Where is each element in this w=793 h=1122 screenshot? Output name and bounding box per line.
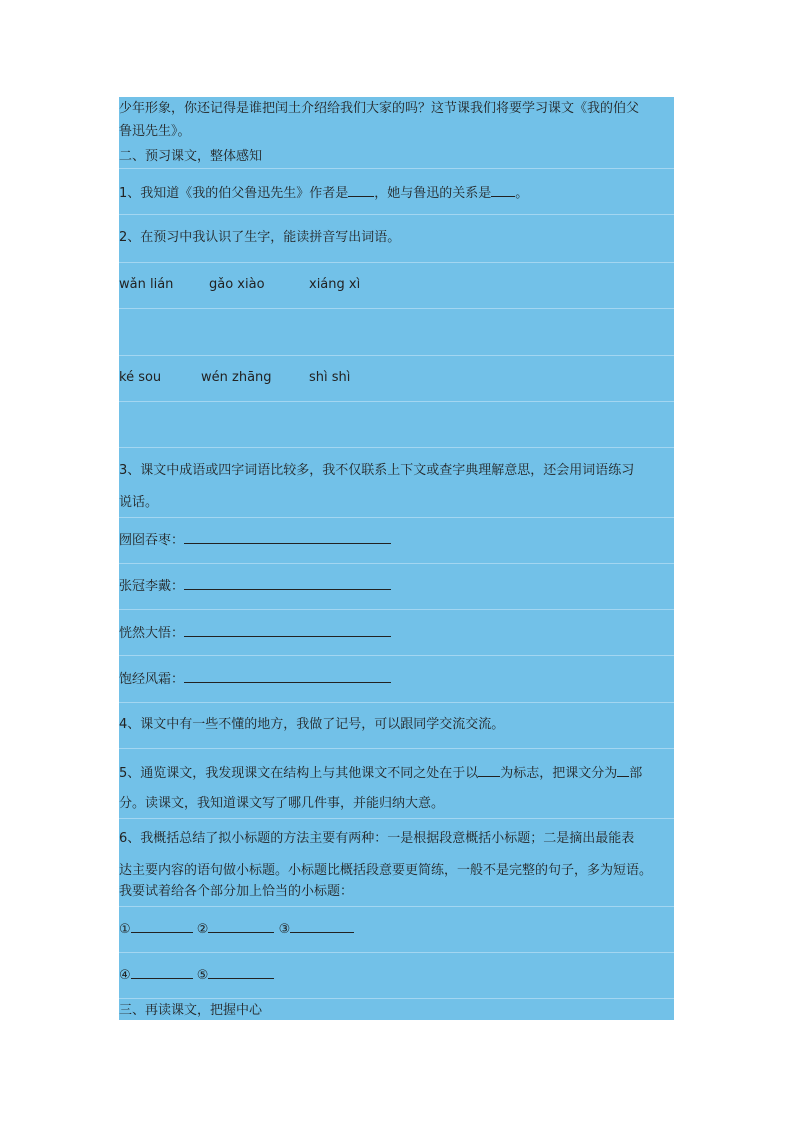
subtitle-blank[interactable] (208, 965, 274, 979)
subtitle-row-2: ④ ⑤ (119, 965, 674, 984)
intro-line-1: 少年形象，你还记得是谁把闰土介绍给我们大家的吗？这节课我们将要学习课文《我的伯父 (119, 101, 640, 116)
question-5-line-1: 5、通览课文，我发现课文在结构上与其他课文不同之处在于以 为标志，把课文分为 部 (119, 763, 674, 782)
question-6-line-2: 达主要内容的语句做小标题。小标题比概括段意要更简练，一般不是完整的句子，多为短语。 (119, 863, 653, 878)
divider (119, 609, 674, 610)
question-6-line-1: 6、我概括总结了拟小标题的方法主要有两种：一是根据段意概括小标题；二是摘出最能表 (119, 831, 635, 846)
section2-heading: 二、预习课文，整体感知 (119, 149, 263, 164)
divider (119, 168, 674, 169)
divider (119, 401, 674, 402)
idiom-answer-blank[interactable] (184, 530, 391, 544)
pinyin-word: shì shì (309, 370, 351, 385)
idiom-row: 张冠李戴： (119, 576, 674, 595)
section3-heading: 三、再读课文，把握中心 (119, 1003, 263, 1018)
divider (119, 517, 674, 518)
pinyin-word: gǎo xiào (209, 277, 265, 292)
idiom-answer-blank[interactable] (184, 623, 391, 637)
idiom-row: 囫囵吞枣： (119, 530, 674, 549)
divider (119, 655, 674, 656)
subtitle-blank[interactable] (131, 965, 193, 979)
subtitle-blank[interactable] (131, 919, 193, 933)
parts-count-blank[interactable] (617, 763, 629, 777)
divider (119, 214, 674, 215)
question-6-line-3: 我要试着给各个部分加上恰当的小标题： (119, 884, 354, 899)
subtitle-blank[interactable] (208, 919, 274, 933)
worksheet-panel (119, 97, 674, 1020)
divider (119, 308, 674, 309)
question-5-line-2: 分。读课文，我知道课文写了哪几件事，并能归纳大意。 (119, 796, 445, 811)
divider (119, 447, 674, 448)
marker-blank[interactable] (478, 763, 500, 777)
pinyin-word: ké sou (119, 370, 162, 385)
divider (119, 563, 674, 564)
question-3-line-1: 3、课文中成语或四字词语比较多，我不仅联系上下文或查字典理解意思，还会用词语练习 (119, 463, 635, 478)
pinyin-row-2 (119, 369, 674, 386)
divider (119, 355, 674, 356)
question-4: 4、课文中有一些不懂的地方，我做了记号，可以跟同学交流交流。 (119, 717, 505, 732)
pinyin-word: xiáng xì (309, 277, 361, 292)
intro-line-2: 鲁迅先生》。 (119, 124, 191, 139)
divider (119, 998, 674, 999)
divider (119, 818, 674, 819)
divider (119, 748, 674, 749)
idiom-row: 恍然大悟： (119, 623, 674, 642)
divider (119, 262, 674, 263)
subtitle-row-1: ① ② ③ (119, 919, 674, 938)
divider (119, 702, 674, 703)
question-2: 2、在预习中我认识了生字，能读拼音写出词语。 (119, 230, 401, 245)
pinyin-word: wén zhāng (201, 370, 272, 385)
question-3-line-2: 说话。 (119, 495, 159, 510)
question-1: 1、我知道《我的伯父鲁迅先生》作者是 ，她与鲁迅的关系是 。 (119, 183, 674, 202)
idiom-answer-blank[interactable] (184, 576, 391, 590)
author-blank[interactable] (348, 183, 374, 197)
divider (119, 952, 674, 953)
pinyin-word: wǎn lián (119, 277, 174, 292)
pinyin-row-1 (119, 276, 674, 293)
idiom-row: 饱经风霜： (119, 669, 674, 688)
subtitle-blank[interactable] (290, 919, 354, 933)
idiom-answer-blank[interactable] (184, 669, 391, 683)
divider (119, 906, 674, 907)
relation-blank[interactable] (491, 183, 515, 197)
